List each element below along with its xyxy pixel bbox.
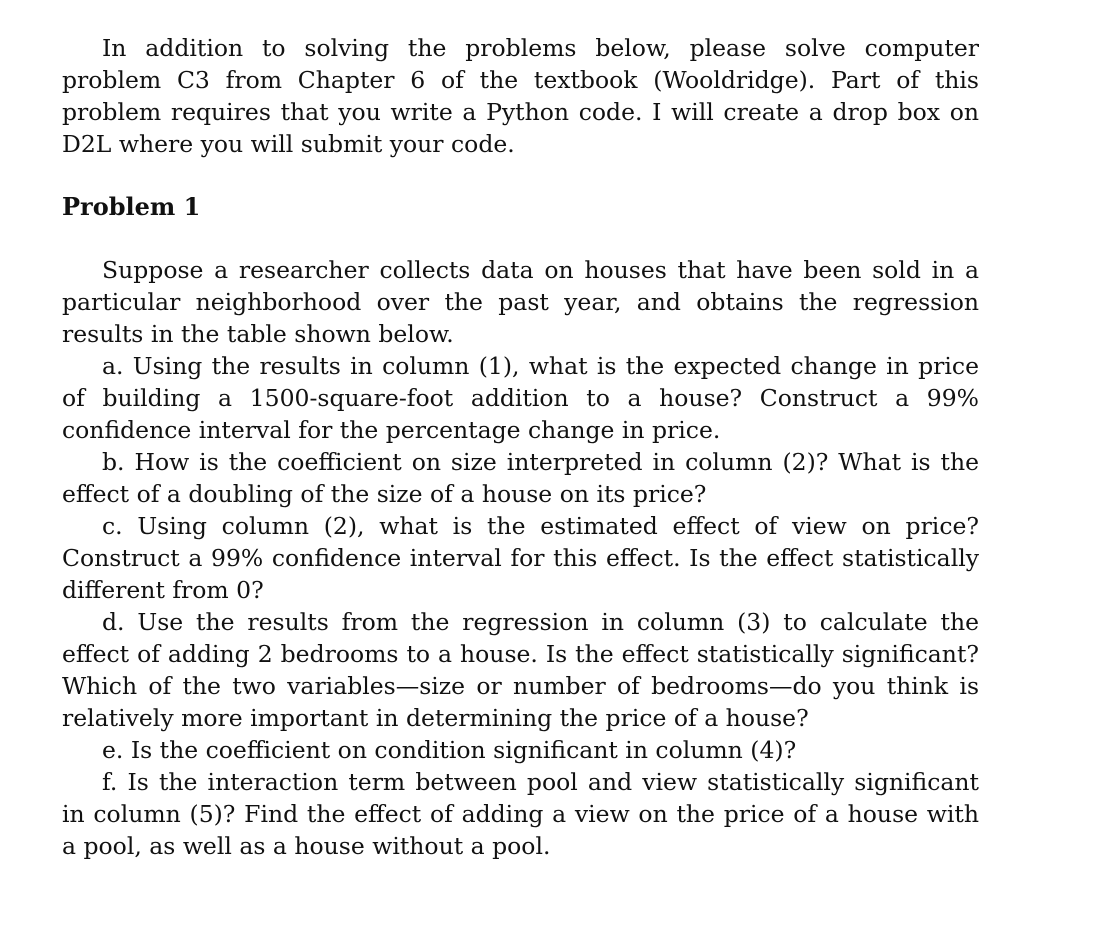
question-part-c: c. Using column (2), what is the estimated effect of view on price? Construct a 99% confidence interval for this effect. Is the effect statistically different from 0?: [62, 512, 979, 604]
intro-paragraph: In addition to solving the problems below, please solve computer problem C3 from Chapter 6 of the textbook (Wooldridge). Part of this problem requires that you write a Python code. I will create a drop box on D2L where you will submit your code.: [62, 34, 979, 158]
problem-intro-paragraph: Suppose a researcher collects data on houses that have been sold in a particular neighborhood over the past year, and obtains the regression results in the table shown below.: [62, 256, 979, 348]
question-part-e: e. Is the coefficient on condition significant in column (4)?: [102, 736, 797, 764]
question-part-b: b. How is the coefficient on size interpreted in column (2)? What is the effect of a doubling of the size of a house on its price?: [62, 448, 979, 508]
cropped-header-fragment: [430, 0, 950, 2]
question-part-a: a. Using the results in column (1), what is the expected change in price of building a 1500-square-foot addition to a house? Construct a 99% confidence interval for the percentage change in price.: [62, 352, 979, 444]
question-part-f: f. Is the interaction term between pool and view statistically significant in column (5)? Find the effect of adding a view on the price of a house with a pool, as well as a house without a pool.: [62, 768, 979, 860]
problem-heading: Problem 1: [62, 192, 201, 221]
document-body: [62, 32, 979, 862]
question-part-d: d. Use the results from the regression in column (3) to calculate the effect of adding 2 bedrooms to a house. Is the effect statistically significant? Which of the two variables—size or number of bedrooms—do you think is relatively more important in determining the price of a house?: [62, 608, 979, 732]
